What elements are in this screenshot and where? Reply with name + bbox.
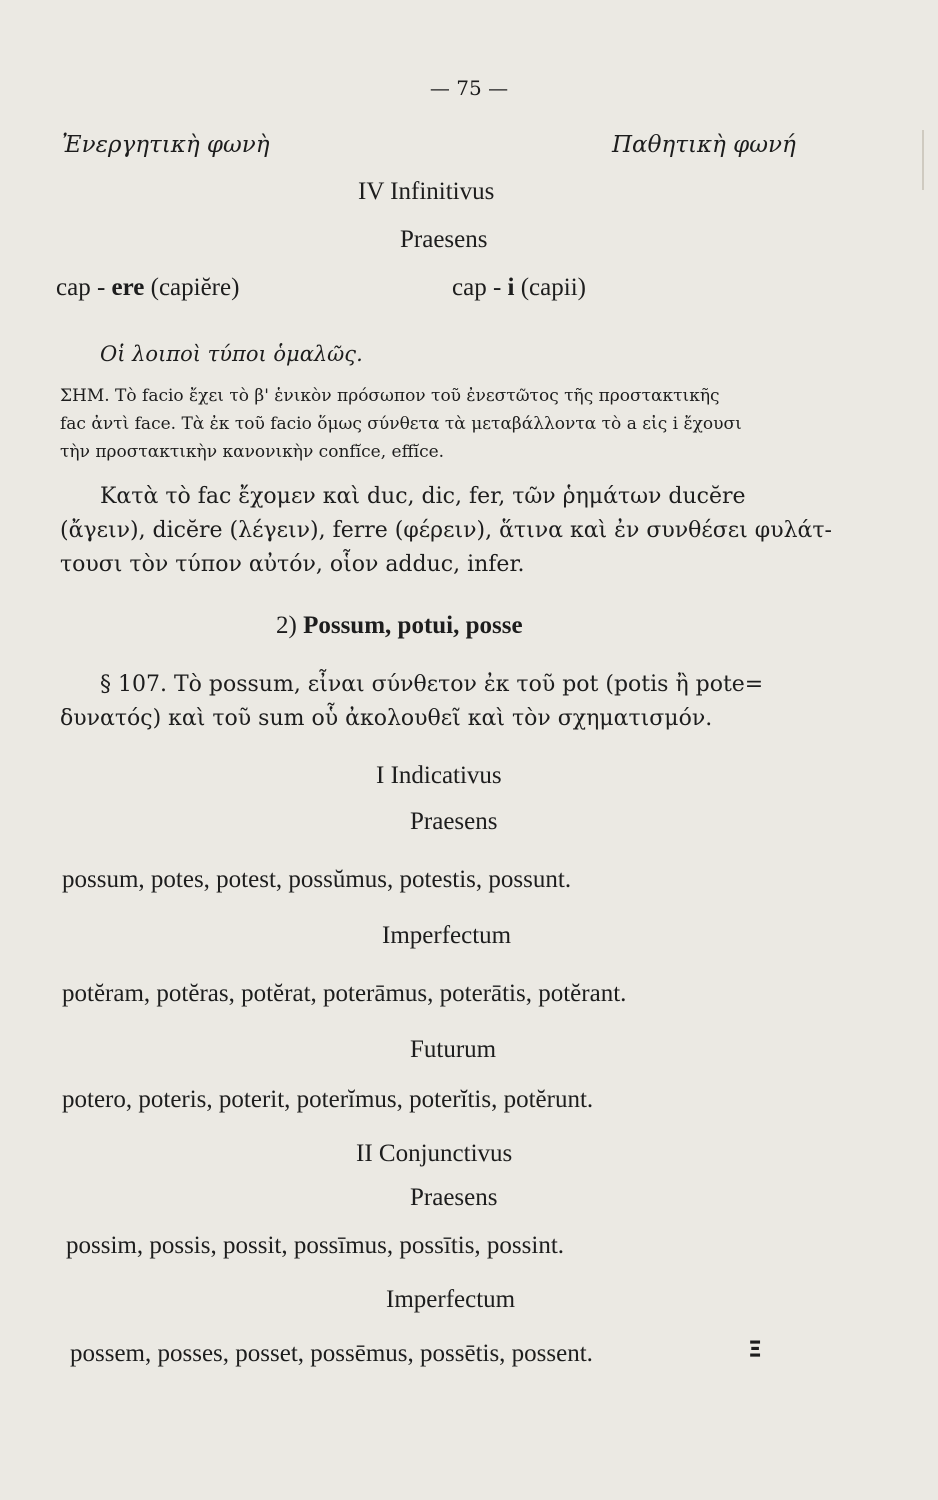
possum-paragraph-line-1: § 107. Τὸ possum, εἶναι σύνθετον ἐκ τοῦ pot (potis ἢ pote= bbox=[100, 672, 764, 697]
conjunctive-praesens-label: Praesens bbox=[410, 1184, 498, 1211]
conjunctive-praesens-forms: possim, possis, possit, possīmus, possītis, possint. bbox=[66, 1232, 565, 1259]
remaining-forms-note: Οἱ λοιποὶ τύποι ὁμαλῶς. bbox=[100, 342, 363, 366]
active-stem: cap - bbox=[56, 274, 106, 301]
possum-paragraph-line-2: δυνατός) καὶ τοῦ sum οὗ ἀκολουθεῖ καὶ τὸν σχηματισμόν. bbox=[60, 706, 713, 731]
note-line-3: τὴν προστακτικὴν κανονικὴν confĭce, effĭce. bbox=[60, 442, 445, 462]
infinitive-heading: IV Infinitivus bbox=[358, 178, 495, 205]
page-number: — 75 — bbox=[429, 76, 509, 100]
indicative-imperfectum-label: Imperfectum bbox=[382, 922, 512, 949]
header-passive-voice: Παθητικὴ φωνή bbox=[612, 132, 796, 158]
passive-full-form: (capii) bbox=[520, 274, 586, 301]
indicative-praesens-label: Praesens bbox=[410, 808, 498, 835]
active-ending: ere bbox=[111, 274, 145, 301]
active-full-form: (capiĕre) bbox=[150, 274, 240, 301]
indicative-imperfectum-forms: potĕram, potĕras, potĕrat, poterāmus, poterātis, potĕrant. bbox=[62, 980, 627, 1007]
passive-ending: i bbox=[507, 274, 515, 301]
section-possum-heading bbox=[276, 612, 523, 640]
section-title: Possum, potui, posse bbox=[303, 612, 523, 639]
fac-paragraph-line-3: τουσι τὸν τύπον αὐτόν, οἷον adduc, infer. bbox=[60, 552, 525, 577]
end-mark-icon: Ξ bbox=[748, 1338, 762, 1363]
header-active-voice: Ἐνεργητικὴ φωνὴ bbox=[62, 132, 270, 158]
passive-infinitive-form bbox=[452, 274, 586, 302]
fac-paragraph-line-2: (ἄγειν), dicĕre (λέγειν), ferre (φέρειν), ἅτινα καὶ ἐν συνθέσει φυλάτ- bbox=[60, 518, 832, 543]
infinitive-praesens-label: Praesens bbox=[400, 226, 488, 253]
fac-paragraph-line-1: Κατὰ τὸ fac ἔχομεν καὶ duc, dic, fer, τῶν ῥημάτων ducĕre bbox=[100, 484, 746, 509]
section-number: 2) bbox=[276, 612, 297, 639]
page-edge-shadow bbox=[922, 130, 924, 190]
active-infinitive-form bbox=[56, 274, 239, 302]
indicative-futurum-label: Futurum bbox=[410, 1036, 497, 1063]
conjunctive-heading: II Conjunctivus bbox=[356, 1140, 513, 1167]
note-line-1: ΣΗΜ. Τὸ facio ἔχει τὸ β' ἑνικὸν πρόσωπον τοῦ ἐνεστῶτος τῆς προστακτικῆς bbox=[60, 386, 720, 406]
indicative-praesens-forms: possum, potes, potest, possŭmus, potestis, possunt. bbox=[62, 866, 572, 893]
note-line-2: fac ἀντὶ face. Τὰ ἐκ τοῦ facio ὅμως σύνθετα τὰ μεταβάλλοντα τὸ a εἰς i ἔχουσι bbox=[60, 414, 742, 434]
passive-stem: cap - bbox=[452, 274, 502, 301]
indicative-heading: I Indicativus bbox=[376, 762, 502, 789]
indicative-futurum-forms: potero, poteris, poterit, poterĭmus, poterĭtis, potĕrunt. bbox=[62, 1086, 594, 1113]
conjunctive-imperfectum-label: Imperfectum bbox=[386, 1286, 516, 1313]
conjunctive-imperfectum-forms: possem, posses, posset, possēmus, possētis, possent. bbox=[70, 1340, 593, 1367]
